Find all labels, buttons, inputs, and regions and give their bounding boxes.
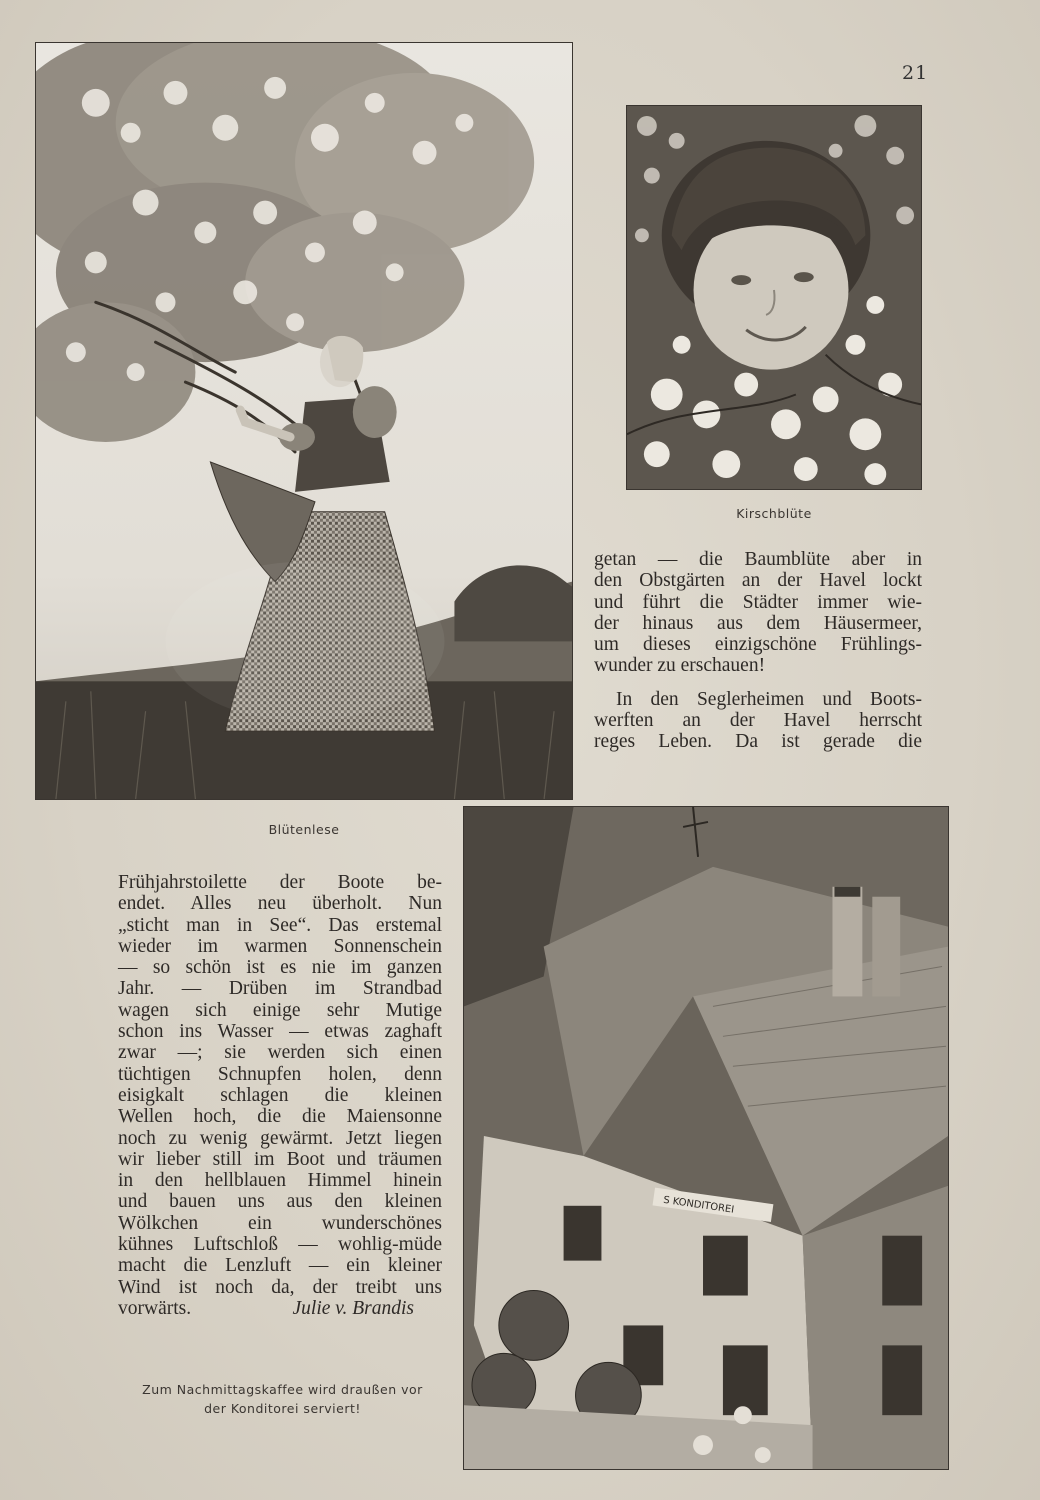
text-line-end: vorwärts. — [118, 1297, 192, 1319]
text-line: getan — die Baumblüte aber in — [594, 549, 922, 570]
text-line-signature — [118, 1298, 442, 1319]
text-line: tüchtigen Schnupfen holen, denn — [118, 1063, 442, 1085]
text-line: wir lieber still im Boot und träumen — [118, 1148, 442, 1170]
article-text-right-column — [594, 549, 922, 753]
article-text-left-column — [118, 872, 442, 1319]
text-line: schon ins Wasser — etwas zaghaft — [118, 1021, 442, 1043]
photo-child-cherry-blossoms — [626, 105, 922, 490]
paragraph-bluete — [594, 549, 922, 677]
text-line: zwar —; sie werden sich einen — [118, 1042, 442, 1064]
text-line: und bauen uns aus den kleinen — [118, 1191, 442, 1213]
text-line: und führt die Städter immer wie- — [594, 591, 922, 613]
photo-aerial-konditorei — [463, 806, 949, 1470]
photo-blossom-tree-woman — [35, 42, 573, 800]
text-line: den Obstgärten an der Havel lockt — [594, 570, 922, 592]
text-line: um dieses einzigschöne Frühlings- — [594, 634, 922, 656]
text-line: wunder zu erschauen! — [594, 655, 766, 677]
text-line: in den hellblauen Himmel hinein — [118, 1170, 442, 1192]
text-line: der hinaus aus dem Häusermeer, — [594, 612, 922, 634]
text-line: Wind ist noch da, der treibt uns — [118, 1276, 442, 1298]
page-number: 21 — [902, 62, 929, 84]
child-photo-image — [627, 106, 921, 489]
author-signature: Julie v. Brandis — [292, 1297, 414, 1319]
text-line: wieder im warmen Sonnenschein — [118, 935, 442, 957]
caption-nachmittagskaffee — [110, 1380, 455, 1418]
text-line: eisigkalt schlagen die kleinen — [118, 1084, 442, 1106]
shop-sign-text: S KONDITOREI — [662, 1194, 735, 1216]
text-line: Jahr. — Drüben im Strandbad — [118, 978, 442, 1000]
caption-bluetenlese: Blütenlese — [268, 822, 340, 837]
text-line: Wellen hoch, die die Maiensonne — [118, 1106, 442, 1128]
caption-kirschbluete: Kirschblüte — [736, 506, 812, 521]
street-photo-image — [464, 807, 948, 1469]
caption-line: Zum Nachmittagskaffee wird draußen vor — [142, 1382, 423, 1397]
text-line: „sticht man in See“. Das erstemal — [118, 914, 442, 936]
caption-line: der Konditorei serviert! — [204, 1401, 361, 1416]
text-line: reges Leben. Da ist gerade die — [594, 731, 922, 753]
text-line: wagen sich einige sehr Mutige — [118, 999, 442, 1021]
text-line: Wölkchen ein wunderschönes — [118, 1212, 442, 1234]
text-line: endet. Alles neu überholt. Nun — [118, 893, 442, 915]
text-line: Frühjahrstoilette der Boote be- — [118, 872, 442, 893]
blossom-photo-image — [36, 43, 572, 799]
text-line: In den Seglerheimen und Boots- — [616, 688, 922, 710]
text-line: werften an der Havel herrscht — [594, 710, 922, 732]
text-line: kühnes Luftschloß — wohlig-müde — [118, 1234, 442, 1256]
text-line: — so schön ist es nie im ganzen — [118, 957, 442, 979]
text-line: macht die Lenzluft — ein kleiner — [118, 1255, 442, 1277]
text-line: noch zu wenig gewärmt. Jetzt liegen — [118, 1127, 442, 1149]
paragraph-seglerheime — [594, 689, 922, 753]
